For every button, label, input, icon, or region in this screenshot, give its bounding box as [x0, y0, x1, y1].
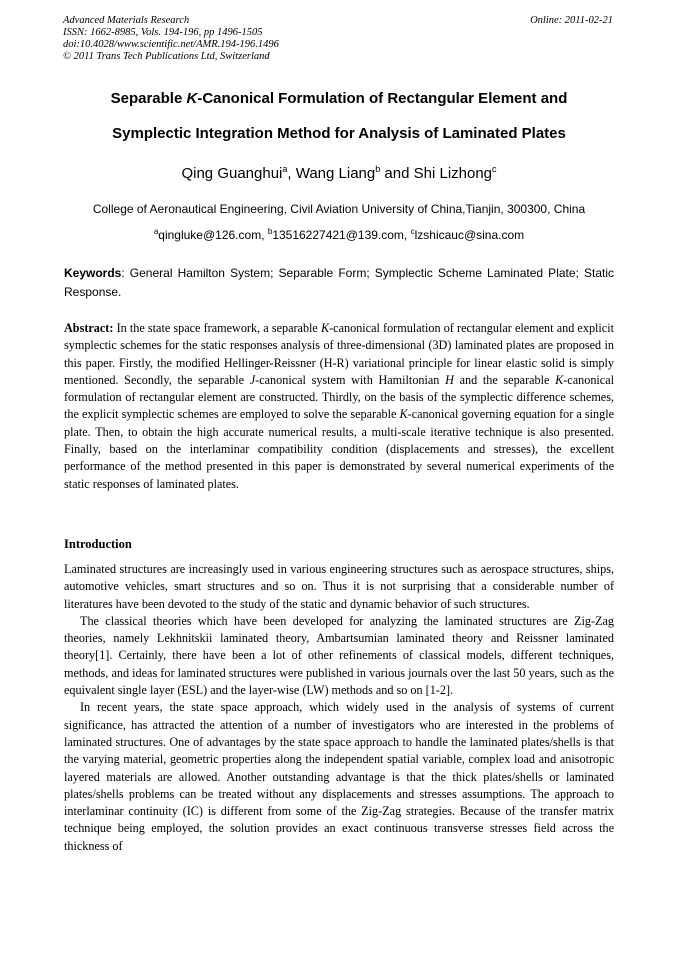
paragraph: Laminated structures are increasingly used in various engineering structures such as aerospace structures, ships, automotive vehicles, smart structures and so on. Thus it is not surprising that a considerable number of literatures have been devoted to the study of the static and dynamic behavior of such structures. [64, 562, 614, 611]
affiliation: College of Aeronautical Engineering, Civil Aviation University of China,Tianjin, 300300, China [92, 202, 586, 216]
doi-line: doi:10.4028/www.scientific.net/AMR.194-196.1496 [63, 39, 279, 50]
copyright-line: © 2011 Trans Tech Publications Ltd, Switzerland [63, 51, 270, 62]
email-link[interactable]: qingluke@126.com, [158, 228, 268, 242]
author-name: Wang Liang [295, 165, 376, 182]
author-list: Qing Guanghui$^a$, Wang Liang$^b$ and Shi Lizhong$^c$ [181, 164, 497, 182]
issn-line: ISSN: 1662-8985, Vols. 194-196, pp 1496-1505 [63, 27, 263, 38]
keywords [64, 264, 614, 302]
paper-title-line-2: Symplectic Integration Method for Analysis of Laminated Plates [112, 125, 566, 142]
journal-header [63, 15, 279, 63]
email-link[interactable]: 13516227421@139.com, [272, 228, 411, 242]
introduction-body [64, 561, 614, 855]
paper-title-line-1: Separable K-Canonical Formulation of Rectangular Element and [110, 90, 568, 107]
online-date: Online: 2011-02-21 [530, 15, 613, 26]
journal-name: Advanced Materials Research [63, 15, 190, 26]
paragraph: The classical theories which have been developed for analyzing the laminated structures are Zig-Zag theories, namely Lekhnitskii laminated theory, Ambartsumian laminated theory and Reissner laminated theory[1]. Certainly, there have been a lot of other refinements of classical models, different techniques, methods, and ideas for laminated structures were published in various journals over the last 50 years, such as the equivalent single layer (ESL) and the layer-wise (LW) methods and so on [1-2]. [64, 613, 614, 698]
author-emails: $^a$qingluke@126.com, $^b$13516227421@139.com, $^c$lzshicauc@sina.com [153, 227, 525, 242]
author-name: Shi Lizhong [413, 165, 493, 182]
section-heading-introduction: Introduction [64, 537, 132, 551]
email-link[interactable]: lzshicauc@sina.com [414, 228, 525, 242]
author-name: Qing Guanghui [181, 165, 283, 182]
paragraph: In recent years, the state space approach, which widely used in the analysis of systems of current significance, has attracted the attention of a number of investigators who are interested in the problems of laminated structures. One of advantages by the state space approach to handle the laminated plates/shells is that the varying material, geometric properties along the independent spatial variable, complex load and anisotropic layered materials are allowed. Another outstanding advantage is that the thick plates/shells or laminated plates/shells problems can be treated without any displacements and stresses assumptions. The approach to interlaminar continuity (IC) is different from some of the Zig-Zag strategies. Because of the transfer matrix technique being employed, the solution provides an exact continuous transverse stresses field across the thickness of [64, 700, 614, 853]
keywords-label: Keywords [64, 266, 122, 280]
keywords-text: : General Hamilton System; Separable Form; Symplectic Scheme Laminated Plate; Static Response. [64, 266, 614, 299]
abstract: Abstract: In the state space framework, a separable K-canonical formulation of rectangular element and explicit symplectic schemes for the static responses analysis of three-dimensional (3D) laminated plates are proposed in this paper. Firstly, the modified Hellinger-Reissner (H-R) variational principle for linear elastic solid is simply mentioned. Secondly, the separable J-canonical system with Hamiltonian H and the separable K-canonical formulation of rectangular element are constructed. Thirdly, on the basis of the symplectic difference schemes, the explicit symplectic schemes are employed to solve the separable K-canonical governing equation for a single plate. Then, to obtain the high accurate numerical results, a multi-scale iterative technique is also presented. Finally, based on the interlaminar compatibility condition (displacements and stresses), the excellent performance of the method presented in this paper is demonstrated by several numerical experiments of the static responses of laminated plates. [64, 321, 614, 491]
abstract-label: Abstract: [64, 321, 114, 335]
